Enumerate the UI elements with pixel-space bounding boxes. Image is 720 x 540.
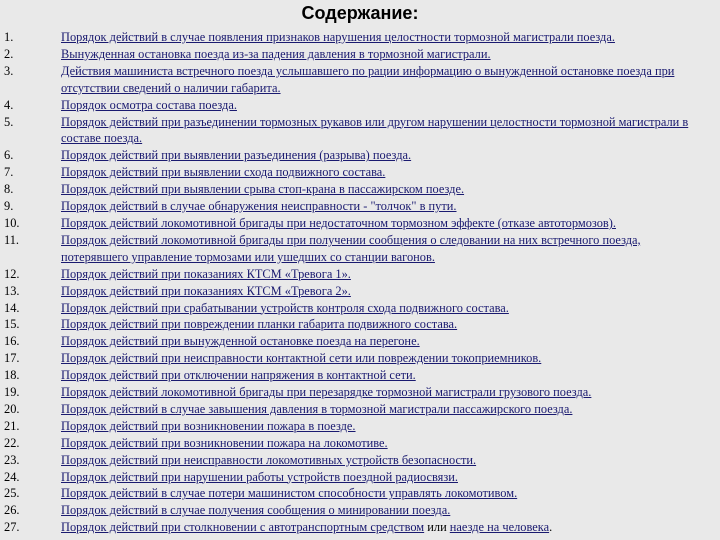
item-number: 4. [4,97,14,112]
item-number: 25. [4,486,20,501]
toc-link[interactable]: наезде на человека [449,520,550,535]
toc-link[interactable]: Порядок действий при вынужденной остановке поезда на перегоне. [61,334,420,349]
item-text [61,333,704,350]
item-text [61,435,704,452]
item-number: 21. [4,418,20,433]
item-number: 26. [4,503,20,518]
list-item [4,502,704,519]
item-number: 1. [4,30,14,44]
item-number: 5. [4,114,14,129]
toc-link[interactable]: Порядок действий в случае получения сообщения о минировании поезда. [61,503,451,518]
item-number: 20. [4,401,20,416]
item-number: 9. [4,199,14,214]
item-text [61,181,704,198]
item-text [61,316,704,333]
item-number: 18. [4,368,20,383]
item-tail: . [549,520,553,535]
item-text [61,452,704,469]
list-item [4,46,704,63]
item-number: 6. [4,148,14,163]
toc-link[interactable]: Порядок действий в случае завышения давления в тормозной магистрали пассажирского поезда. [61,401,573,416]
list-item [4,164,704,181]
item-text [61,502,704,519]
list-item [4,469,704,486]
toc-link[interactable]: Порядок действий при неисправности контактной сети или повреждении токоприемников. [61,351,542,366]
list-item [4,316,704,333]
list-item [4,333,704,350]
list-item [4,435,704,452]
item-text [61,232,704,266]
item-text [61,114,704,148]
item-text [61,485,704,502]
list-item [4,519,704,536]
toc-link[interactable]: Порядок действий при отключении напряжения в контактной сети. [61,368,416,383]
toc-link[interactable]: Порядок действий в случае обнаружения неисправности - "толчок" в пути. [61,199,457,214]
item-number: 3. [4,63,14,78]
toc-link[interactable]: Порядок действий локомотивной бригады при перезарядке тормозной магистрали грузового поезда. [61,385,592,400]
item-number: 10. [4,215,20,230]
list-item [4,147,704,164]
item-number: 13. [4,283,20,298]
list-item [4,63,704,97]
item-number: 7. [4,165,14,180]
toc-link[interactable]: Порядок действий при неисправности локомотивных устройств безопасности. [61,452,477,467]
item-number: 27. [4,520,20,535]
item-text [61,215,704,232]
item-number: 23. [4,452,20,467]
item-text [61,46,704,63]
item-text [61,384,704,401]
item-number: 16. [4,334,20,349]
page-title: Содержание: [301,3,419,23]
item-text [61,283,704,300]
toc-link[interactable]: Порядок действий в случае потери машинистом способности управлять локомотивом. [61,486,518,501]
list-item [4,29,704,46]
item-text [61,266,704,283]
item-text [61,469,704,486]
list-item [4,452,704,469]
toc-link[interactable]: Порядок действий при повреждении планки габарита подвижного состава. [61,317,458,332]
toc-link[interactable]: Порядок действий локомотивной бригады при недостаточном тормозном эффекте (отказе автотормозов). [61,215,616,230]
item-text [61,164,704,181]
item-text [61,367,704,384]
item-number: 24. [4,469,20,484]
toc-link[interactable]: Порядок действий при выявлении разъединения (разрыва) поезда. [61,148,412,163]
toc-link[interactable]: Действия машиниста встречного поезда услышавшего по рации информацию о вынужденной остановке поезда при отсутствии сведений о наличии габарита. [61,63,675,95]
item-number: 8. [4,182,14,197]
toc-link[interactable]: Порядок действий локомотивной бригады при получении сообщения о следовании на них встречного поезда, потерявшего управление тормозами или ушедших со станции вагонов. [61,232,641,264]
list-item [4,401,704,418]
toc-link[interactable]: Порядок действий при возникновении пожара в поезде. [61,418,356,433]
list-item [4,418,704,435]
list-item [4,198,704,215]
list-item [4,97,704,114]
toc-link[interactable]: Порядок действий при показаниях КТСМ «Тревога 1». [61,266,351,281]
list-item [4,114,704,148]
toc-link[interactable]: Порядок действий в случае появления признаков нарушения целостности тормозной магистрали поезда. [61,30,615,44]
list-item [4,300,704,317]
item-text [61,147,704,164]
item-text [61,198,704,215]
item-number: 14. [4,300,20,315]
item-text [61,97,704,114]
toc-link[interactable]: Порядок действий при столкновении с автотранспортным средством [61,520,425,535]
list-item [4,232,704,266]
toc-link[interactable]: Порядок действий при выявлении схода подвижного состава. [61,165,386,180]
toc-link[interactable]: Порядок действий при выявлении срыва стоп-крана в пассажирском поезде. [61,182,465,197]
list-item [4,283,704,300]
list-item [4,215,704,232]
list-item [4,485,704,502]
item-number: 17. [4,351,20,366]
item-text [61,29,704,46]
item-number: 15. [4,317,20,332]
toc-link[interactable]: Порядок действий при нарушении работы устройств поездной радиосвязи. [61,469,458,484]
list-item [4,350,704,367]
item-number: 22. [4,435,20,450]
item-text [61,401,704,418]
item-connector: или [424,520,450,535]
item-text [61,350,704,367]
item-text [61,418,704,435]
toc-link[interactable]: Порядок действий при возникновении пожара на локомотиве. [61,435,388,450]
toc-link[interactable]: Порядок действий при разъединении тормозных рукавов или другом нарушении целостности тормозной магистрали в составе поезда. [61,114,689,146]
list-item [4,266,704,283]
toc-link[interactable]: Порядок осмотра состава поезда. [61,97,237,112]
list-item [4,367,704,384]
item-text [61,519,704,536]
toc-link[interactable]: Порядок действий при показаниях КТСМ «Тревога 2». [61,283,351,298]
item-number: 19. [4,385,20,400]
item-number: 12. [4,266,20,281]
toc-link[interactable]: Порядок действий при срабатывании устройств контроля схода подвижного состава. [61,300,509,315]
toc-link[interactable]: Вынужденная остановка поезда из-за падения давления в тормозной магистрали. [61,46,491,61]
item-text [61,63,704,97]
list-item [4,181,704,198]
item-text [61,300,704,317]
list-item [4,384,704,401]
item-number: 11. [4,232,20,247]
table-of-contents [4,29,704,536]
item-number: 2. [4,46,14,61]
